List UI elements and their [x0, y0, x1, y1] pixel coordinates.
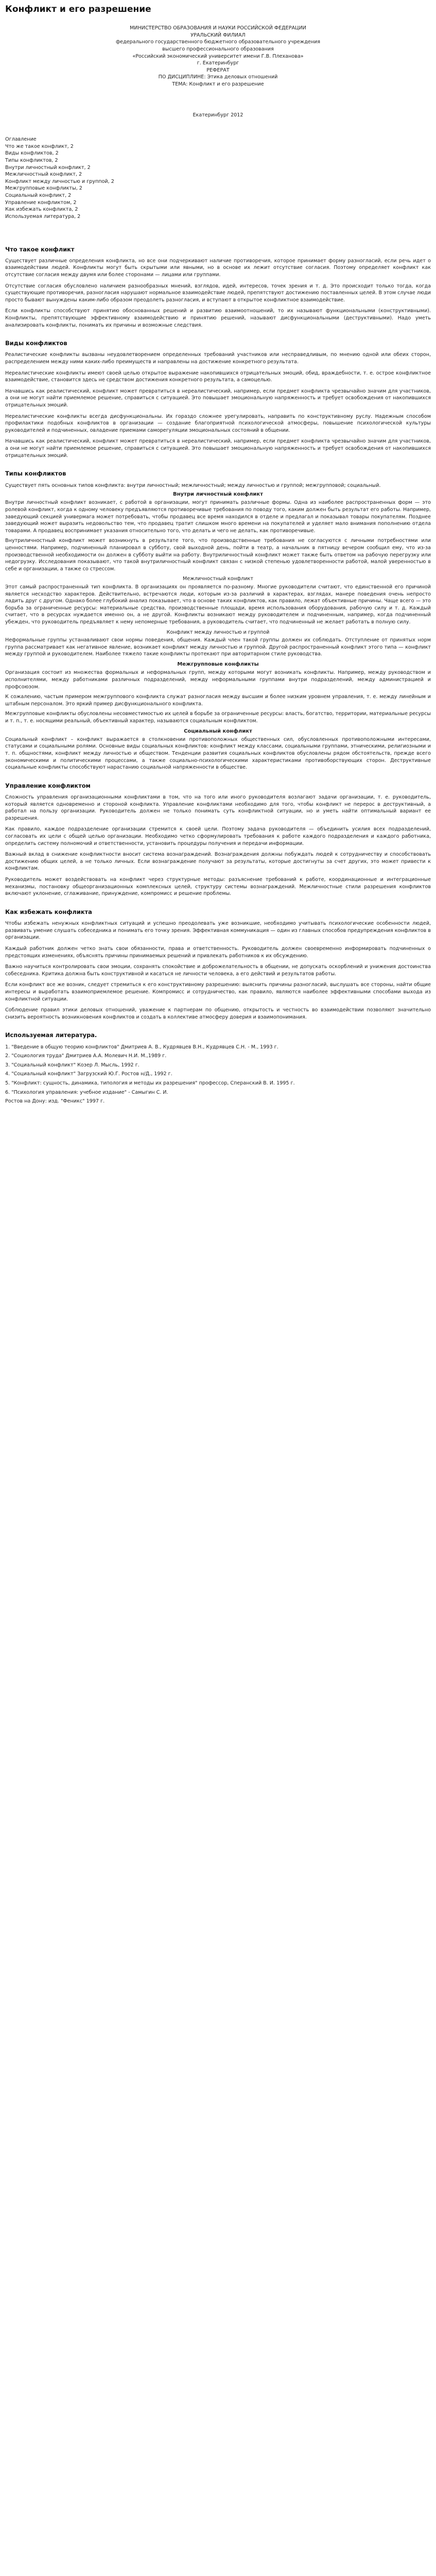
toc-item: Межличностный конфликт, 2 — [5, 172, 82, 178]
paragraph: Существует различные определения конфликта, но все они подчеркивают наличие противоречия, которое принимает форму разногласий, если речь идет о взаимодействии людей. Конфликты могут быть скрытыми или явными, но в основе их лежит отсутствие согласия. Поэтому определяет конфликт как отсутствие согласия между двумя или более сторонами — лицами или группами. — [5, 258, 431, 278]
section-heading: Как избежать конфликта — [5, 908, 92, 916]
paragraph: Межгрупповые конфликты обусловлены несовместимостью их целей в борьбе за ограниченные ресурсы: власть, богатство, территории, материальные ресурсы и т. п., т. е. носящими реальный, объективный характер, называются социальным конфликтом. — [5, 711, 431, 724]
toc-item: Внутри личностный конфликт, 2 — [5, 164, 91, 171]
section-types — [5, 469, 431, 771]
subheading: Социальный конфликт — [184, 728, 252, 734]
section-heading: Типы конфликтов — [5, 470, 66, 478]
toc-item: Межгрупповые конфликты, 2 — [5, 185, 82, 192]
reference-item: Ростов на Дону: изд. "Феникс" 1997 г. — [5, 1098, 105, 1105]
reference-item: 4. "Социальный конфликт" Загрузский Ю.Г. Ростов н/Д., 1992 г. — [5, 1071, 172, 1077]
paragraph: Если конфликты способствуют принятию обоснованных решений и развитию взаимоотношений, то их называют функциональными (конструктивными). Конфликты, препятствующие эффективному взаимодействию и принятию решений, называют дисфункциональными (деструктивными). Надо уметь анализировать конфликты, понимать их причины и возможные следствия. — [5, 308, 431, 328]
paragraph: Внутри личностный конфликт возникает, с работой в организации, могут принимать различные формы. Одна из наиболее распространенных форм — это ролевой конфликт, когда к одному человеку предъявляются противоречивые требования по поводу того, каким должен быть результат его работы. Например, заведующий секцией универмага может потребовать, чтобы продавец все время находился в отделе и предлагал и показывал товары покупателям. Позднее заведующий может выразить недовольство тем, что продавец тратит слишком много времени на покупателей и уделяет мало внимания пополнению отдела товарами. А продавец воспринимает указания относительно того, что делать и чего не делать, как противоречивые. — [5, 500, 431, 534]
toc-item: Типы конфликтов, 2 — [5, 158, 58, 164]
paragraph: Реалистические конфликты вызваны неудовлетворением определенных требований участников или несправедливым, по мнению одной или обеих сторон, распределением между ними каких-либо преимуществ и направлены на достижение конкретного результата. — [5, 352, 431, 365]
paragraph: Этот самый распространенный тип конфликта. В организациях он проявляется по-разному. Многие руководители считают, что единственной его причиной является несходство характеров. Действительно, встречаются люди, которым из-за различий в характерах, взглядах, манере поведения очень непросто ладить друг с другом. Однако более глубокий анализ показывает, что в основе таких конфликтов, как правило, лежат объективные причины. Чаще всего — это борьба за ограниченные ресурсы: материальные средства, производственные площади, время использования оборудования, рабочую силу и т. д. Каждый считает, что в ресурсах нуждается именно он, а не другой. Конфликты возникают между руководителем и подчиненным, например, когда подчиненный убежден, что руководитель предъявляет к нему непомерные требования, а руководитель считает, что подчиненный не желает работать в полную силу. — [5, 584, 431, 625]
title-page-line: ПО ДИСЦИПЛИНЕ: Этика деловых отношений — [158, 74, 278, 80]
title-page-line: УРАЛЬСКИЙ ФИЛИАЛ — [190, 32, 246, 38]
paragraph: Как правило, каждое подразделение организации стремится к своей цели. Поэтому задача руководителя — объединить усилия всех подразделений, согласовать их цели с общей целью организации. Необходимо четко сформулировать требования к работе каждого подразделения и каждого работника, определить систему полномочий и ответственности, установить процедуры получения и передачи информации. — [5, 826, 431, 846]
toc-item: Как избежать конфликта, 2 — [5, 207, 78, 213]
paragraph: Соблюдение правил этики деловых отношений, уважение к партнерам по общению, открытость и честность во взаимодействии позволяют значительно снизить вероятность возникновения конфликтов и создать в коллективе атмосферу доверия и взаимопонимания. — [5, 1007, 431, 1020]
reference-item: 1. "Введение в общую теорию конфликтов" Дмитриев А. В., Кудрявцев В.Н., Кудрявцев С.Н. - М., 1993 г. — [5, 1044, 278, 1050]
toc-item: Виды конфликтов, 2 — [5, 150, 59, 157]
title-page-line: РЕФЕРАТ — [206, 67, 230, 73]
section-manage — [5, 782, 431, 897]
paragraph: Руководитель может воздействовать на конфликт через структурные методы: разъяснение требований к работе, координационные и интеграционные механизмы, постановку общеорганизационных комплексных целей, структуру системы вознаграждений. Межличностные стили разрешения конфликтов включают уклонение, сглаживание, принуждение, компромисс и решение проблемы. — [5, 877, 431, 897]
paragraph: Неформальные группы устанавливают свои нормы поведения, общения. Каждый член такой группы должен их соблюдать. Отступление от принятых норм группа рассматривает как негативное явление, возникает конфликт между личностью и группой. Другой распространенный конфликт этого типа — конфликт между группой и руководителем. Наиболее тяжело такие конфликты протекают при авторитарном стиле руководства. — [5, 637, 431, 657]
section-heading: Что такое конфликт — [5, 245, 75, 253]
section-what — [5, 245, 431, 329]
paragraph: Отсутствие согласия обусловлено наличием разнообразных мнений, взглядов, идей, интересов, точек зрения и т. д. Это происходит только тогда, когда существующие противоречия, разногласия нарушают нормальное взаимодействие людей, препятствуют достижению поставленных целей. В этом случае люди просто бывают вынуждены каким-либо образом преодолеть разногласия, и вступают в открытое конфликтное взаимодействие. — [5, 283, 431, 303]
section-heading: Управление конфликтом — [5, 782, 91, 789]
title-page-line: «Российский экономический университет имени Г.В. Плеханова» — [132, 53, 304, 59]
subheading: Конфликт между личностью и группой — [166, 629, 270, 635]
paragraph: Нереалистические конфликты имеют своей целью открытое выражение накопившихся отрицательных эмоций, обид, враждебности, т. е. острое конфликтное взаимодействие, становится здесь не средством достижения конкретного результата, а самоцелью. — [5, 370, 431, 383]
paragraph: Важно научиться контролировать свои эмоции, сохранять спокойствие и доброжелательность в общении, не допускать оскорблений и унижения достоинства собеседника. Критика должна быть конструктивной и касаться не личности человека, а его действий и результатов работы. — [5, 964, 431, 977]
toc-item: Социальный конфликт, 2 — [5, 193, 72, 199]
subheading: Межгрупповые конфликты — [177, 662, 259, 668]
paragraph: Внутриличностный конфликт может возникнуть в результате того, что производственные требования не согласуются с личными потребностями или ценностями. Например, подчиненный планировал в субботу, свой выходной день, пойти в театр, а начальник в пятницу вечером сообщил ему, что из-за производственной необходимости он должен в субботу выйти на работу. Внутриличностный конфликт может также быть ответом на рабочую перегрузку или недогрузку. Исследования показывают, что такой внутриличностный конфликт связан с низкой степенью удовлетворенности работой, малой уверенностью в себе и организации, а также со стрессом. — [5, 538, 431, 572]
section-avoid — [5, 908, 431, 1021]
toc-item: Оглавление — [5, 137, 37, 143]
toc-item: Используемая литература, 2 — [5, 213, 81, 219]
title-page-line: федерального государственного бюджетного образовательного учреждения — [115, 39, 321, 45]
paragraph: Существует пять основных типов конфликта: внутри личностный; межличностный; между личностью и группой; межгрупповой; социальный. — [5, 482, 381, 488]
paragraph: Нереалистические конфликты всегда дисфункциональны. Их гораздо сложнее урегулировать, направить по конструктивному руслу. Надежным способом профилактики подобных конфликтов в организации — создание благоприятной психологической атмосферы, повышение психологической культуры руководителей и подчиненных, овладение приемами саморегуляции эмоциональных состояний в общении. — [5, 413, 431, 433]
section-heading: Используемая литература. — [5, 1031, 97, 1039]
toc-item: Конфликт между личностью и группой, 2 — [5, 178, 114, 184]
paragraph: Начавшись как реалистический, конфликт может превратиться в нереалистический, например, если предмет конфликта чрезвычайно значим для участников, а они не могут найти приемлемое решение, справиться с ситуацией. Это повышает эмоциональную напряженность и требует освобождения от накопившихся отрицательных эмоций. — [5, 438, 431, 459]
document-page — [0, 0, 436, 1105]
reference-item: 6. "Психология управления: учебное издание" - Самыгин С. И. — [5, 1089, 168, 1095]
paragraph: К сожалению, частым примером межгруппового конфликта служат разногласия между высшим и более низким уровнем управления, т. е. между линейным и штабным персоналом. Это яркий пример дисфункционального конфликта. — [5, 694, 431, 707]
city-year: Екатеринбург 2012 — [193, 112, 243, 118]
toc-item: Управление конфликтом, 2 — [5, 199, 77, 206]
subheading: Внутри личностный конфликт — [172, 492, 264, 498]
reference-item: 3. "Социальный конфликт" Козер Л. Мысль, 1992 г. — [5, 1062, 139, 1068]
paragraph: Каждый работник должен четко знать свои обязанности, права и ответственность. Руководитель должен своевременно информировать подчиненных о предстоящих изменениях, объяснять причины принимаемых решений и привлекать работников к их обсуждению. — [5, 945, 431, 959]
paragraph: Чтобы избежать ненужных конфликтных ситуаций и успешно преодолевать уже возникшие, необходимо учитывать психологические особенности людей, развивать умение слушать собеседника и понимать его точку зрения. Эффективная коммуникация — один из главных способов предупреждения конфликтов в организации. — [5, 921, 431, 941]
paragraph: Если конфликт все же возник, следует стремиться к его конструктивному разрешению: выяснить причины разногласий, выслушать все стороны, найти общие интересы и выработать взаимоприемлемое решение. Компромисс и сотрудничество, как правило, являются наиболее эффективными способами выхода из конфликтной ситуации. — [5, 982, 431, 1002]
section-heading: Виды конфликтов — [5, 340, 67, 347]
title-page — [5, 25, 431, 118]
section-literature — [5, 1031, 431, 1105]
document-title: Конфликт и его разрешение — [5, 4, 151, 14]
title-page-line: МИНИСТЕРСТВО ОБРАЗОВАНИЯ И НАУКИ РОССИЙСКОЙ ФЕДЕРАЦИИ — [130, 25, 306, 31]
paragraph: Сложность управления организационными конфликтами в том, что на того или иного руководителя возлагают задачи организации, т. е. руководитель, который является одновременно и стороной конфликта. Управление конфликтами необходимо для того, чтобы конфликт не перерос в деструктивный, а работал на пользу организации. Руководитель должен не только понимать суть конфликтной ситуации, но и уметь найти оптимальный вариант ее разрешения. — [5, 794, 431, 821]
paragraph: Социальный конфликт – конфликт выражается в столкновении противоположных общественных сил, обусловленных противоположными интересами, статусами и социальными ролями. Основные виды социальных конфликтов: конфликт между классами, социальными группами, этническими, религиозными и т. п. общностями, конфликт между личностью и обществом. Тенденции развития социальных конфликтов обусловлены рядом обстоятельств, прежде всего экономическими и политическими процессами, а также социально-психологическими характеристиками противоборствующих сторон. Деструктивные социальные конфликты способствуют нарастанию социальной напряженности в обществе. — [5, 736, 431, 771]
reference-item: 5. "Конфликт: сущность, динамика, типология и методы их разрешения" профессор, Сперанский В. И. 1995 г. — [5, 1080, 295, 1087]
title-page-line: ТЕМА: Конфликт и его разрешение — [172, 81, 264, 87]
section-kinds — [5, 339, 431, 459]
paragraph: Организация состоит из множества формальных и неформальных групп, между которыми могут возникать конфликты. Например, между руководством и исполнителями, между работниками различных подразделений, между неформальными группами внутри подразделений, между администрацией и профсоюзом. — [5, 670, 431, 690]
paragraph: Важный вклад в снижение конфликтности вносит система вознаграждений. Вознаграждения должны побуждать людей к сотрудничеству и способствовать достижению общих целей, а не только личных. Если вознаграждение получают за результаты, которые достигнуты за счет других, это может привести к конфликтам. — [5, 852, 431, 872]
paragraph: Начавшись как реалистический, конфликт может превратиться в нереалистический, например, если предмет конфликта чрезвычайно значим для участников, а они не могут найти приемлемое решение, справиться с ситуацией. Это повышает эмоциональную напряженность и требует освобождения от накопившихся отрицательных эмоций. — [5, 388, 431, 409]
title-page-line: г. Екатеринбург — [197, 60, 239, 66]
toc-item: Что же такое конфликт, 2 — [5, 143, 74, 149]
reference-item: 2. "Социология труда" Дмитриев А.А. Молевич Н.И. М.,1989 г. — [5, 1053, 167, 1059]
table-of-contents — [5, 136, 431, 220]
subheading: Межличностный конфликт — [183, 576, 253, 582]
title-page-line: высшего профессионального образования — [162, 46, 274, 52]
